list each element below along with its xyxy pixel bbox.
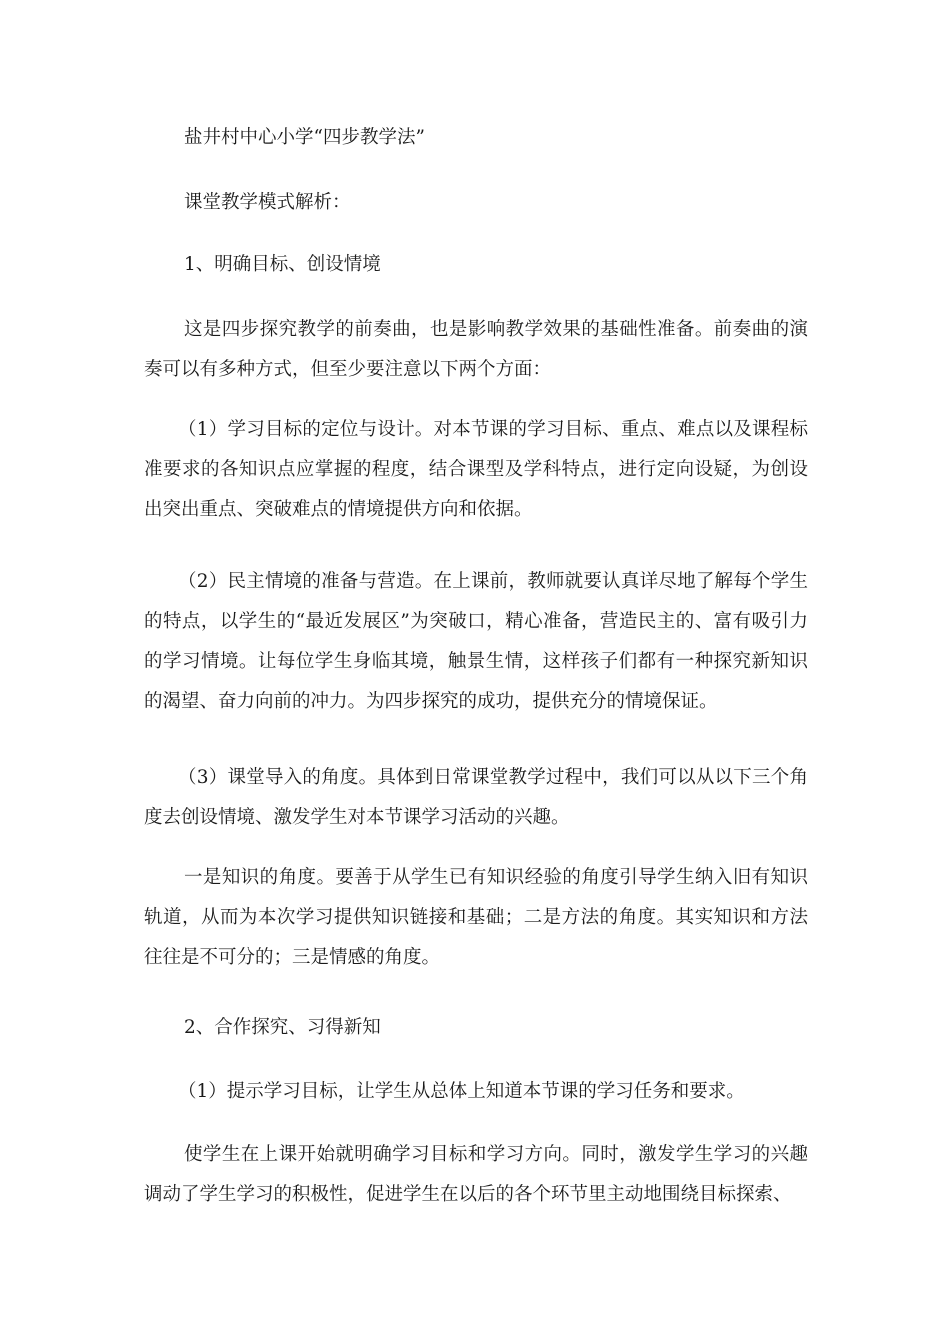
section-heading: 1、明确目标、创设情境	[184, 254, 381, 275]
paragraph: （2）民主情境的准备与营造。在上课前，教师就要认真详尽地了解每个学生的特点，以学生的“最近发展区”为突破口，精心准备，营造民主的、富有吸引力的学习情境。让每位学生身临其境，触景生情，这样孩子们都有一种探究新知识的渴望、奋力向前的冲力。为四步探究的成功，提供充分的情境保证。	[144, 571, 808, 712]
paragraph: 一是知识的角度。要善于从学生已有知识经验的角度引导学生纳入旧有知识轨道，从而为本次学习提供知识链接和基础；二是方法的角度。其实知识和方法往往是不可分的；三是情感的角度。	[144, 867, 808, 968]
document-subtitle: 课堂教学模式解析：	[184, 192, 351, 213]
paragraph: 使学生在上课开始就明确学习目标和学习方向。同时，激发学生学习的兴趣调动了学生学习的积极性，促进学生在以后的各个环节里主动地围绕目标探索、	[144, 1144, 808, 1205]
paragraph: （1）学习目标的定位与设计。对本节课的学习目标、重点、难点以及课程标准要求的各知识点应掌握的程度，结合课型及学科特点，进行定向设疑，为创设出突出重点、突破难点的情境提供方向和依据。	[144, 419, 808, 520]
paragraph: （3）课堂导入的角度。具体到日常课堂教学过程中，我们可以从以下三个角度去创设情境、激发学生对本节课学习活动的兴趣。	[144, 767, 808, 828]
section-heading: 2、合作探究、习得新知	[184, 1017, 381, 1038]
paragraph: （1）提示学习目标，让学生从总体上知道本节课的学习任务和要求。	[178, 1081, 745, 1102]
paragraph: 这是四步探究教学的前奏曲，也是影响教学效果的基础性准备。前奏曲的演奏可以有多种方式，但至少要注意以下两个方面：	[144, 319, 808, 380]
document-title: 盐井村中心小学“四步教学法”	[184, 127, 425, 148]
